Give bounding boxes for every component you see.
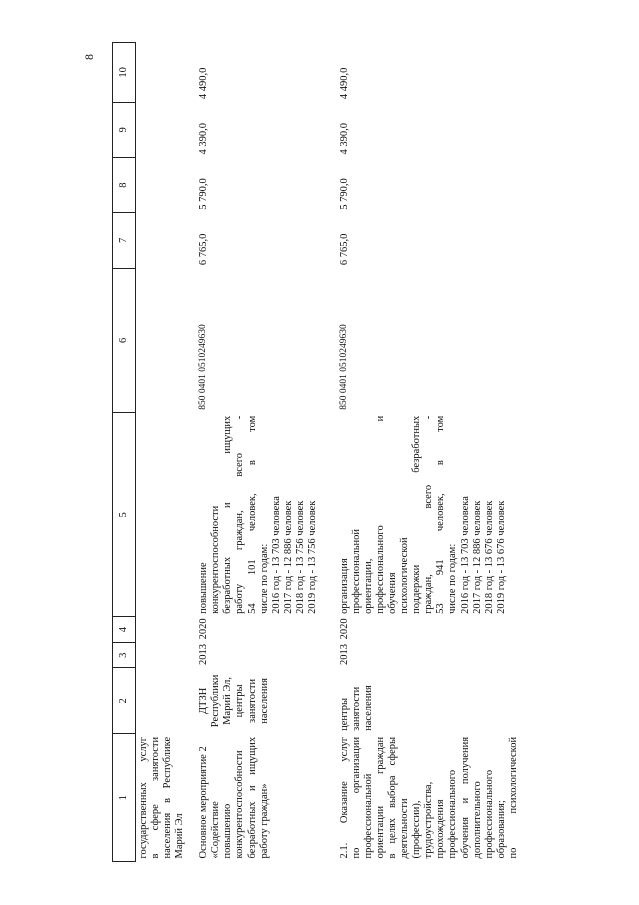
- page-number: 8: [82, 54, 96, 60]
- amount-col-7: 6 765,0: [198, 233, 210, 266]
- header-col-5: 5: [113, 413, 136, 617]
- result-line: безработных и ищущих: [222, 415, 234, 614]
- executor-line: Марий Эл,: [222, 677, 234, 725]
- result-line: числе по годам:: [447, 543, 459, 614]
- activity-line: работу граждан»: [258, 783, 270, 859]
- executor-line: населения: [363, 685, 374, 731]
- activity-line: по организации: [350, 736, 362, 859]
- activity-line: ориентации граждан: [375, 736, 387, 859]
- result-line: граждан, всего -: [423, 415, 435, 614]
- result-line: 2017 год - 12 886 человек: [471, 500, 483, 614]
- continuation-row: [136, 43, 197, 862]
- activity-name: [196, 734, 337, 862]
- result-line: 2017 год - 12 886 человек: [282, 500, 294, 614]
- expected-result: [196, 413, 337, 617]
- end-year: 2020: [198, 618, 210, 640]
- result-line: ориентации,: [363, 558, 374, 614]
- continuation-description: [136, 734, 197, 862]
- amount-col-10: 4 490,0: [338, 67, 350, 100]
- responsible-executor: [337, 668, 538, 734]
- cont-line: Марий Эл: [174, 813, 186, 859]
- activity-line: профессионального: [447, 769, 459, 859]
- executor-line: ДТЗН: [198, 687, 210, 715]
- executor-line: центры: [338, 697, 350, 731]
- amount-col-8: 5 790,0: [198, 178, 210, 210]
- activity-line: Основное мероприятие 2: [198, 746, 210, 859]
- activity-line: обучения и получения: [459, 736, 471, 859]
- rotated-table-page: [112, 42, 532, 862]
- activity-line: профессиональной: [363, 773, 374, 859]
- activity-line: «Содействие: [210, 801, 222, 859]
- cont-line: государственных услуг: [138, 736, 149, 859]
- activity-line: (профессии),: [411, 800, 423, 859]
- end-year: 2020: [338, 618, 350, 640]
- cont-line: населения в Республике: [162, 736, 174, 859]
- activity-line: 2.1. Оказание услуг: [338, 736, 350, 859]
- amount-col-9: 4 390,0: [198, 122, 210, 155]
- start-year: 2013: [198, 643, 210, 665]
- activity-line: конкурентоспособности: [234, 750, 246, 859]
- result-line: конкурентоспособности: [210, 505, 222, 614]
- header-col-10: 10: [113, 43, 136, 103]
- activity-name: [337, 734, 538, 862]
- executor-line: занятости: [246, 678, 258, 723]
- result-line: 2016 год - 13 703 человека: [459, 496, 471, 614]
- executor-line: Республики: [210, 674, 222, 728]
- activity-line: деятельности: [399, 798, 411, 859]
- result-line: психологической: [399, 537, 411, 614]
- result-line: работу граждан, всего -: [234, 415, 246, 614]
- result-line: 2016 год - 13 703 человека: [270, 496, 282, 614]
- header-col-6: 6: [113, 268, 136, 413]
- activity-line: трудоустройства,: [423, 781, 435, 859]
- executor-line: населения: [258, 678, 270, 724]
- activity-line: в целях выбора сферы: [387, 736, 399, 859]
- result-line: 53 941 человек, в том: [435, 415, 447, 614]
- result-line: повышение: [198, 562, 210, 614]
- activity-line: профессионального: [483, 769, 495, 859]
- executor-line: занятости: [350, 686, 362, 731]
- result-line: организация: [338, 558, 350, 614]
- cont-line: в сфере занятости: [150, 736, 162, 859]
- header-row: [113, 43, 136, 862]
- header-col-4: 4: [113, 617, 136, 643]
- activity-line: повышению: [222, 803, 234, 859]
- activity-line: прохождения: [435, 799, 447, 859]
- responsible-executor: [196, 668, 337, 734]
- result-line: профессионального и: [375, 415, 387, 614]
- table-row-activity-2-1: [337, 43, 538, 862]
- header-col-2: 2: [113, 668, 136, 734]
- result-line: числе по годам:: [258, 543, 270, 614]
- expected-result: [337, 413, 538, 617]
- header-col-8: 8: [113, 157, 136, 212]
- result-line: 2018 год - 13 756 человек: [294, 500, 306, 614]
- activity-line: образования;: [495, 800, 507, 859]
- table-row-main-activity-2: [196, 43, 337, 862]
- amount-col-8: 5 790,0: [338, 178, 350, 210]
- result-line: 2019 год - 13 756 человек: [306, 500, 318, 614]
- program-activities-table: [112, 42, 538, 862]
- amount-col-9: 4 390,0: [338, 122, 350, 155]
- budget-code: 850 0401 0510249630: [198, 324, 209, 410]
- result-line: профессиональной: [350, 528, 362, 614]
- result-line: 2018 год - 13 676 человек: [483, 500, 495, 614]
- activity-line: по психологической: [507, 736, 519, 859]
- header-col-1: 1: [113, 734, 136, 862]
- activity-line: дополнительного: [471, 781, 483, 859]
- amount-col-10: 4 490,0: [198, 67, 210, 100]
- result-line: 54 101 человек, в том: [246, 415, 258, 614]
- amount-col-7: 6 765,0: [338, 233, 350, 266]
- result-line: поддержки безработных: [411, 415, 423, 614]
- header-col-3: 3: [113, 642, 136, 668]
- header-col-7: 7: [113, 213, 136, 268]
- budget-code: 850 0401 0510249630: [338, 324, 349, 410]
- start-year: 2013: [338, 643, 350, 665]
- result-line: 2019 год - 13 676 человек: [495, 500, 507, 614]
- executor-line: центры: [234, 684, 246, 718]
- result-line: обучения: [387, 572, 399, 614]
- header-col-9: 9: [113, 102, 136, 157]
- activity-line: безработных и ищущих: [246, 736, 258, 859]
